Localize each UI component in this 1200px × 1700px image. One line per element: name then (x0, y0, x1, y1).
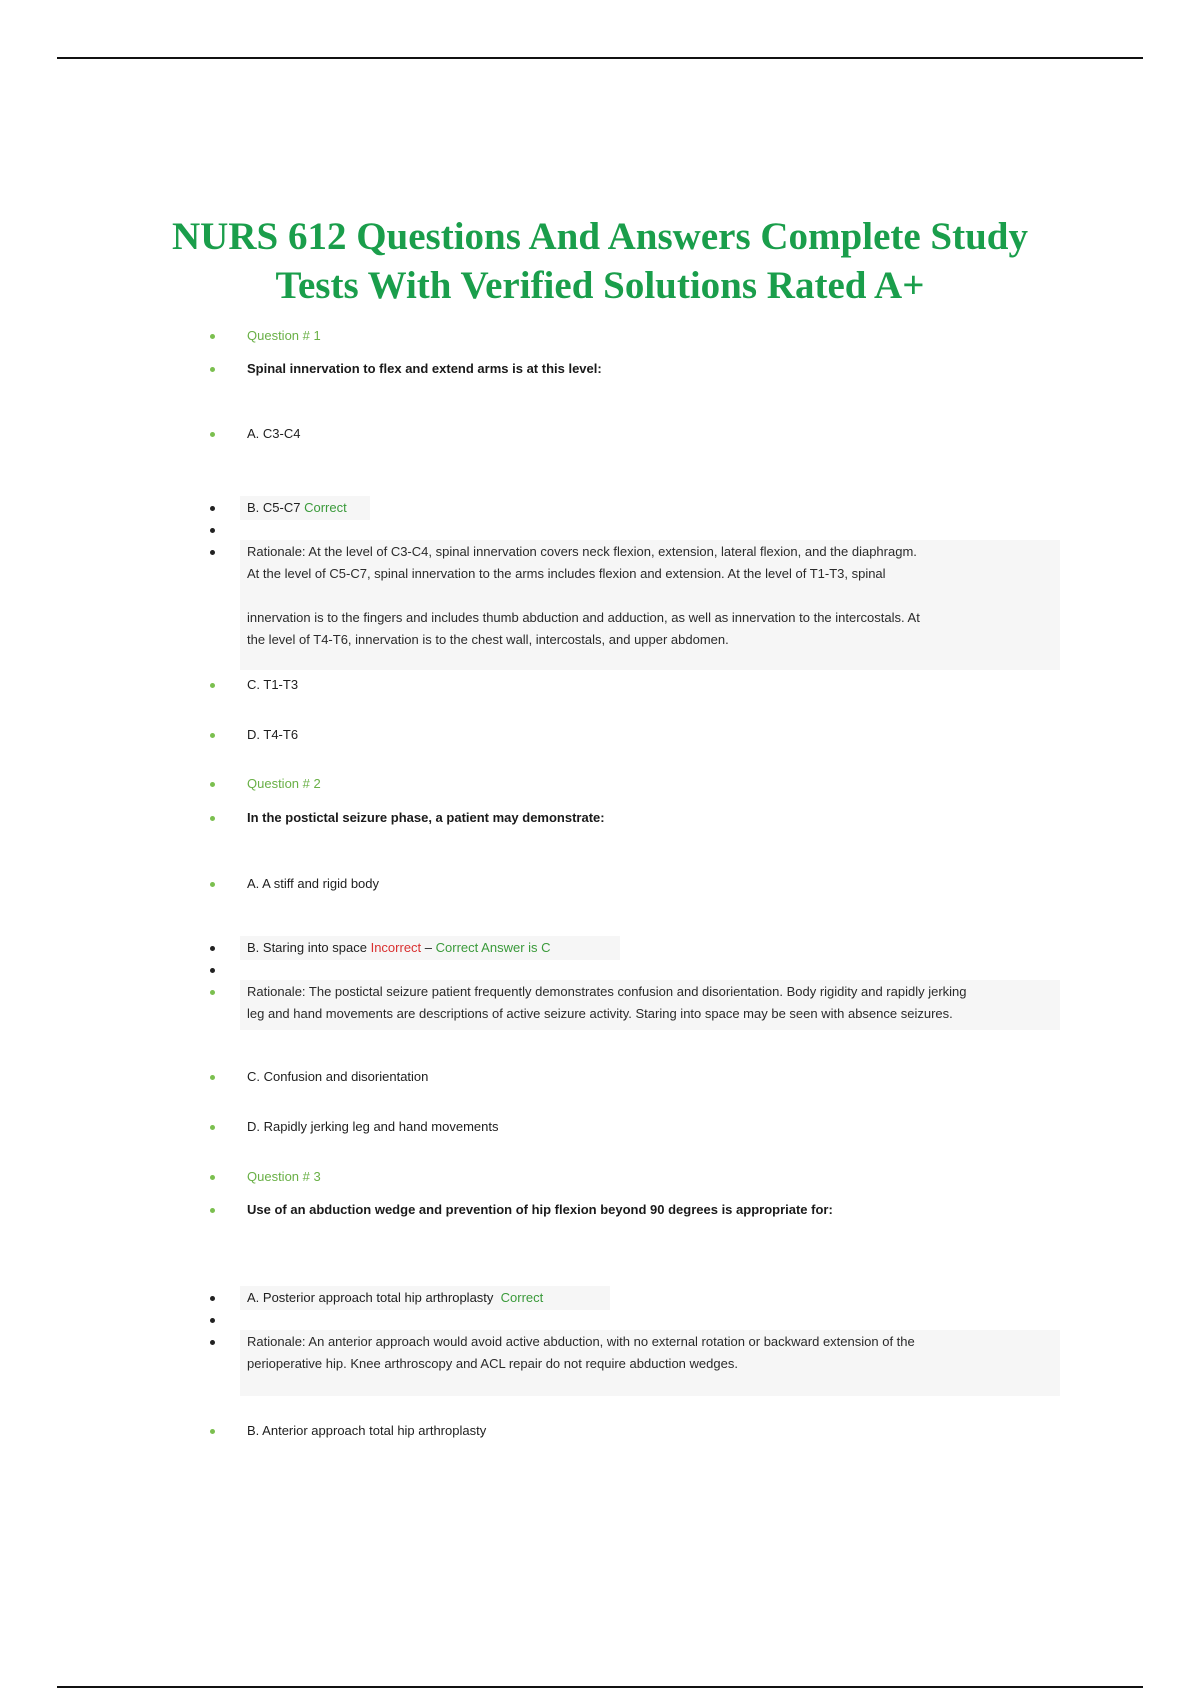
rationale-line: At the level of C5-C7, spinal innervation to the arms includes flexion and extension. At the level of T1-T3, spinal (247, 566, 886, 581)
rationale-line: Rationale: The postictal seizure patient frequently demonstrates confusion and disorientation. Body rigidity and rapidly jerking (247, 984, 967, 999)
incorrect-mark: Incorrect (370, 940, 422, 955)
rationale-line: perioperative hip. Knee arthroscopy and ACL repair do not require abduction wedges. (247, 1356, 738, 1371)
rationale-line: innervation is to the fingers and includes thumb abduction and adduction, as well as innervation to the intercostals. At (247, 610, 920, 625)
rationale-line: leg and hand movements are descriptions of active seizure activity. Staring into space may be seen with absence seizures. (247, 1006, 953, 1021)
bullet-icon (210, 733, 215, 738)
bottom-rule (57, 1686, 1143, 1688)
question-1-label: Question # 1 (247, 328, 321, 343)
question-2-label: Question # 2 (247, 776, 321, 791)
bullet-icon (210, 1340, 215, 1345)
bullet-icon (210, 683, 215, 688)
bullet-icon (210, 1296, 215, 1301)
question-2-rationale (247, 981, 1067, 1025)
bullet-icon (210, 882, 215, 887)
question-1-option-d: D. T4-T6 (247, 727, 299, 742)
correct-mark: Correct (304, 500, 347, 515)
bullet-icon (210, 1075, 215, 1080)
bullet-icon (210, 1429, 215, 1434)
bullet-icon (210, 1175, 215, 1180)
question-3-label: Question # 3 (247, 1169, 321, 1184)
rationale-line: Rationale: An anterior approach would avoid active abduction, with no external rotation or backward extension of the (247, 1334, 915, 1349)
separator: – (424, 940, 433, 955)
question-2-text: In the postictal seizure phase, a patient may demonstrate: (247, 810, 605, 825)
question-2-option-a: A. A stiff and rigid body (247, 876, 380, 891)
question-2-option-d: D. Rapidly jerking leg and hand movements (247, 1119, 499, 1134)
question-1-rationale (247, 541, 1067, 651)
option-a-text: A. Posterior approach total hip arthroplasty (247, 1290, 494, 1305)
rationale-line: Rationale: At the level of C3-C4, spinal innervation covers neck flexion, extension, lateral flexion, and the diaphragm. (247, 544, 917, 559)
option-b-text: B. C5-C7 (247, 500, 301, 515)
question-3-option-b: B. Anterior approach total hip arthroplasty (247, 1423, 487, 1438)
bullet-icon (210, 968, 215, 973)
bullet-icon (210, 367, 215, 372)
question-2-option-c: C. Confusion and disorientation (247, 1069, 429, 1084)
correct-answer-note: Correct Answer is C (435, 940, 551, 955)
document-title (120, 212, 1080, 310)
title-line-1: NURS 612 Questions And Answers Complete Study (172, 215, 1028, 258)
bullet-icon (210, 506, 215, 511)
bullet-icon (210, 1318, 215, 1323)
question-1-option-a: A. C3-C4 (247, 426, 301, 441)
bullet-icon (210, 816, 215, 821)
bullet-icon (210, 334, 215, 339)
bullet-icon (210, 1125, 215, 1130)
question-1-option-c: C. T1-T3 (247, 677, 299, 692)
bullet-icon (210, 782, 215, 787)
question-1-option-b (247, 497, 1067, 519)
bullet-icon (210, 1208, 215, 1213)
top-rule (57, 57, 1143, 59)
question-3-option-a (247, 1287, 1067, 1309)
bullet-icon (210, 528, 215, 533)
question-3-rationale (247, 1331, 1067, 1375)
question-3-text: Use of an abduction wedge and prevention of hip flexion beyond 90 degrees is appropriate for: (247, 1202, 833, 1217)
rationale-line: the level of T4-T6, innervation is to the chest wall, intercostals, and upper abdomen. (247, 632, 729, 647)
bullet-icon (210, 550, 215, 555)
question-1-text: Spinal innervation to flex and extend arms is at this level: (247, 361, 602, 376)
bullet-icon (210, 946, 215, 951)
bullet-icon (210, 432, 215, 437)
correct-mark: Correct (500, 1290, 544, 1305)
question-2-option-b (247, 937, 1067, 959)
option-b-text: B. Staring into space (247, 940, 367, 955)
bullet-icon (210, 990, 215, 995)
title-line-2: Tests With Verified Solutions Rated A+ (275, 264, 925, 307)
